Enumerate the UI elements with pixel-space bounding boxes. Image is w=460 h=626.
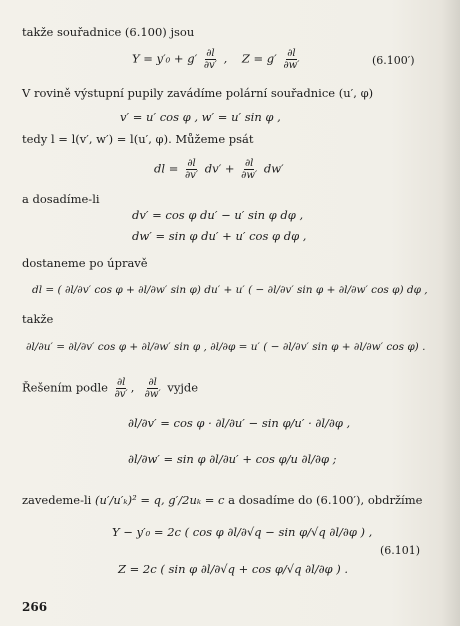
text-line-4: a dosadíme-li <box>22 192 100 206</box>
equation-Y: Y − y′₀ = 2c ( cos φ ∂l/∂√q − sin φ/√q ∂l/∂φ ) , <box>112 525 373 539</box>
equation-solve-w: ∂l/∂w′ = sin φ ∂l/∂u′ + cos φ/u ∂l/∂φ ; <box>128 452 337 466</box>
equation-dw: dw′ = sin φ du′ + u′ cos φ dφ , <box>132 229 307 243</box>
equation-polar: v′ = u′ cos φ , w′ = u′ sin φ , <box>120 110 281 124</box>
page-number: 266 <box>22 600 48 614</box>
equation-partials: ∂l/∂u′ = ∂l/∂v′ cos φ + ∂l/∂w′ sin φ , ∂l/∂φ = u′ ( − ∂l/∂v′ sin φ + ∂l/∂w′ cos φ) . <box>26 341 426 353</box>
equation-dl-expanded: dl = ( ∂l/∂v′ cos φ + ∂l/∂w′ sin φ) du′ + u′ ( − ∂l/∂v′ sin φ + ∂l/∂w′ cos φ) dφ , <box>32 284 428 296</box>
equation-number-6-100-prime: (6.100′) <box>372 54 415 67</box>
equation-Z: Z = 2c ( sin φ ∂l/∂√q + cos φ/√q ∂l/∂φ ) . <box>118 562 349 576</box>
text-line-6: takže <box>22 312 54 326</box>
equation-dv: dv′ = cos φ du′ − u′ sin φ dφ , <box>132 208 304 222</box>
text-line-1: takže souřadnice (6.100) jsou <box>22 25 195 39</box>
text-line-8: zavedeme-li (u′/u′ₖ)² = q, g′/2uₖ = c a dosadíme do (6.100′), obdržíme <box>22 493 423 507</box>
equation-dl: dl = $\frac{\partial l}{\partial v'}$ dv′ + $\frac{\partial l}{\partial w'}$ dw′ <box>154 158 284 181</box>
equation-solve-v: ∂l/∂v′ = cos φ · ∂l/∂u′ − sin φ/u′ · ∂l/∂φ , <box>128 416 351 430</box>
equation-6-100-prime: Y = y′₀ + g′ $\frac{\partial l}{\partial v'}$ , Z = g′ $\frac{\partial l}{\partial w'}$ <box>132 48 300 71</box>
text-line-3: tedy l = l(v′, w′) = l(u′, φ). Můžeme psát <box>22 132 254 146</box>
equation-number-6-101: (6.101) <box>380 544 421 557</box>
text-line-5: dostaneme po úpravě <box>22 256 148 270</box>
text-line-7: Řešením podle $\frac{\partial l}{\partial v'}$ , $\frac{\partial l}{\partial w'}$ vyjde <box>22 377 199 400</box>
text-line-2: V rovině výstupní pupily zavádíme polární souřadnice (u′, φ) <box>22 86 374 100</box>
